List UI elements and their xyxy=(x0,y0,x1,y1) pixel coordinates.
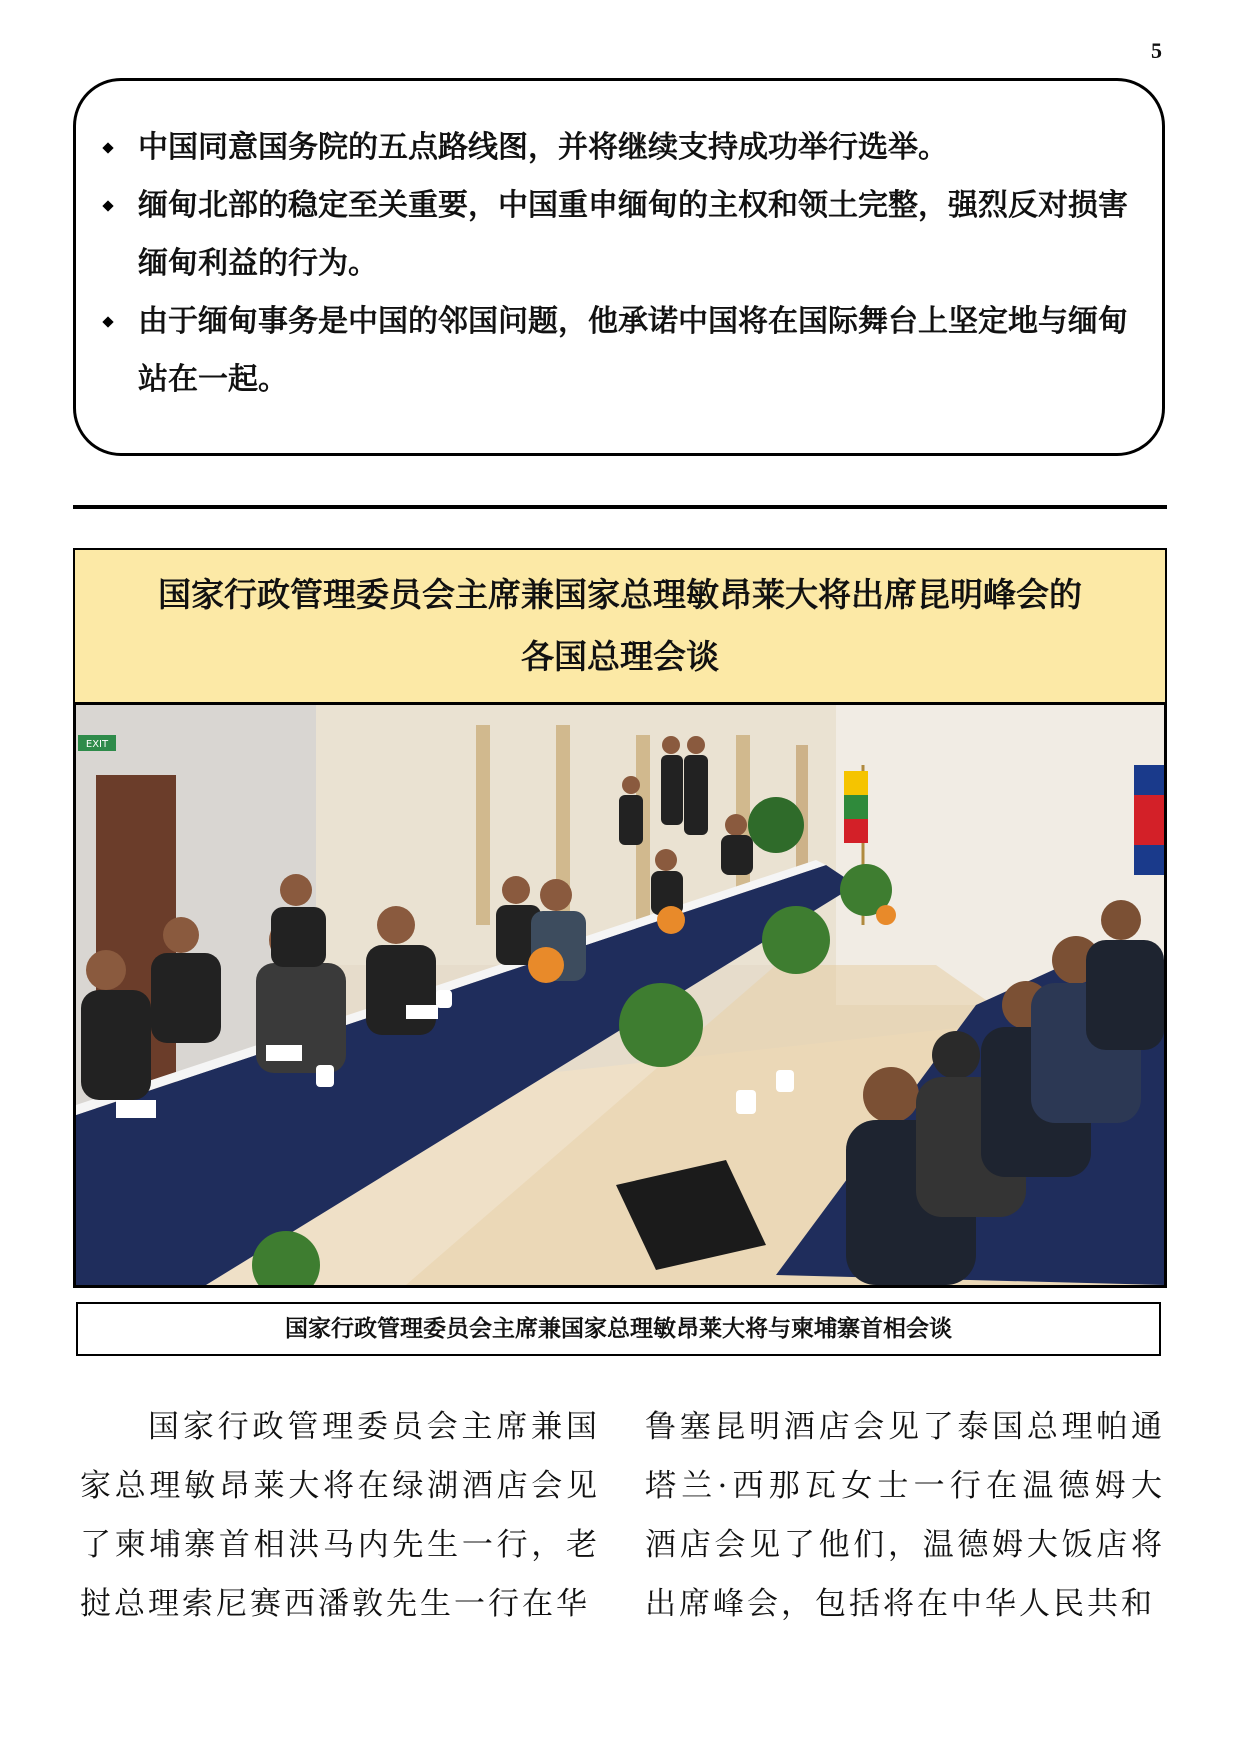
heading-line-1: 国家行政管理委员会主席兼国家总理敏昂莱大将出席昆明峰会的 xyxy=(158,575,1082,614)
article-paragraph-continued: 鲁塞昆明酒店会见了泰国总理帕通塔兰·西那瓦女士一行在温德姆大酒店会见了他们，温德姆大饭店将出席峰会，包括将在中华人民共和 xyxy=(645,1409,1165,1622)
meeting-photo xyxy=(73,702,1167,1288)
heading-line-2: 各国总理会谈 xyxy=(521,637,719,676)
section-heading xyxy=(73,548,1167,704)
key-point: 缅甸北部的稳定至关重要，中国重申缅甸的主权和领土完整，强烈反对损害缅甸利益的行为。 xyxy=(104,177,1134,293)
exit-sign-text: EXIT xyxy=(85,739,109,750)
key-point: 由于缅甸事务是中国的邻国问题，他承诺中国将在国际舞台上坚定地与缅甸站在一起。 xyxy=(104,293,1134,409)
page-number: 5 xyxy=(1151,38,1162,63)
section-divider xyxy=(73,505,1167,509)
photo-caption: 国家行政管理委员会主席兼国家总理敏昂莱大将与柬埔寨首相会谈 xyxy=(76,1302,1161,1356)
key-point: 中国同意国务院的五点路线图，并将继续支持成功举行选举。 xyxy=(104,119,1134,177)
article-column-left xyxy=(80,1398,600,1634)
key-points-box xyxy=(73,78,1165,456)
article-body xyxy=(80,1398,1166,1698)
diamond-bullet-icon xyxy=(102,316,113,327)
article-column-right xyxy=(645,1398,1165,1634)
key-points-list xyxy=(76,81,1162,409)
diamond-bullet-icon xyxy=(102,200,113,211)
meeting-room-illustration xyxy=(76,705,1164,1285)
article-paragraph: 国家行政管理委员会主席兼国家总理敏昂莱大将在绿湖酒店会见了柬埔寨首相洪马内先生一行，老挝总理索尼赛西潘敦先生一行在华 xyxy=(80,1409,600,1622)
diamond-bullet-icon xyxy=(102,142,113,153)
